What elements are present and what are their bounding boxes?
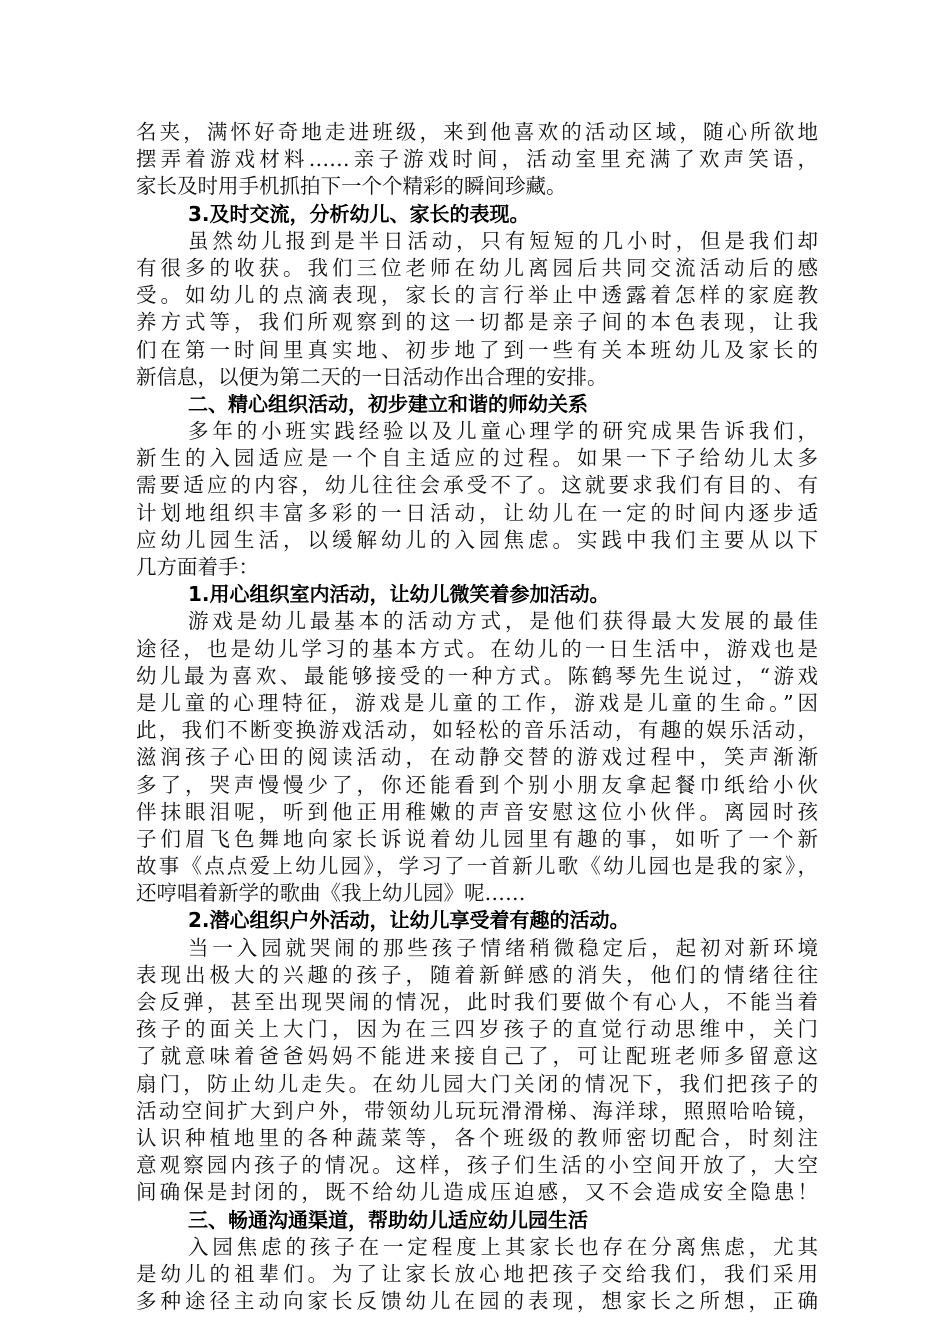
body-text-line: 名夹，满怀好奇地走进班级，来到他喜欢的活动区域，随心所欲地	[136, 120, 818, 144]
body-text-line: 受。如幼儿的点滴表现，家长的言行举止中透露着怎样的家庭教	[136, 283, 818, 308]
body-text-line: 孩子的面关上大门，因为在三四岁孩子的直觉行动思维中，关门	[136, 1017, 818, 1042]
paragraph-first-line: 虽然幼儿报到是半日活动，只有短短的几小时，但是我们却	[188, 228, 818, 253]
body-text-line: 此，我们不断变换游戏活动，如轻松的音乐活动，有趣的娱乐活动，	[136, 718, 818, 743]
body-text-line: 了就意味着爸爸妈妈不能进来接自己了，可让配班老师多留意这	[136, 1044, 818, 1069]
body-text-line: 表现出极大的兴趣的孩子，随着新鲜感的消失，他们的情绪往往	[136, 962, 818, 987]
document-body	[136, 119, 818, 1315]
body-text-line: 间确保是封闭的，既不给幼儿造成压迫感，又不会造成安全隐患！	[136, 1180, 818, 1205]
body-text-line: 应幼儿园生活，以缓解幼儿的入园焦虑。实践中我们主要从以下	[136, 527, 818, 552]
body-text-line: 会反弹，甚至出现哭闹的情况，此时我们要做个有心人，不能当着	[136, 990, 818, 1014]
paragraph-first-line: 多年的小班实践经验以及儿童心理学的研究成果告诉我们，	[188, 419, 818, 444]
paragraph-first-line: 游戏是幼儿最基本的活动方式，是他们获得最大发展的最佳	[188, 609, 818, 634]
body-text-line: 意观察园内孩子的情况。这样，孩子们生活的小空间开放了，大空	[136, 1153, 818, 1178]
body-text-line: 们在第一时间里真实地、初步地了到一些有关本班幼儿及家长的	[136, 337, 818, 362]
body-text-line: 是儿童的心理特征，游戏是儿童的工作，游戏是儿童的生命。”因	[136, 690, 818, 715]
section-heading: 二、精心组织活动，初步建立和谐的师幼关系	[188, 391, 588, 416]
body-text-line: 子们眉飞色舞地向家长诉说着幼儿园里有趣的事，如听了一个新	[136, 826, 818, 851]
body-text-line: 滋润孩子心田的阅读活动，在动静交替的游戏过程中，笑声渐渐	[136, 745, 818, 770]
body-text-line: 摆弄着游戏材料……亲子游戏时间，活动室里充满了欢声笑语，	[136, 147, 818, 172]
body-text-line: 需要适应的内容，幼儿往往会承受不了。这就要求我们有目的、有	[136, 473, 818, 498]
body-text-line: 认识种植地里的各种蔬菜等，各个班级的教师密切配合，时刻注	[136, 1125, 818, 1150]
paragraph-last-line: 还哼唱着新学的歌曲《我上幼儿园》呢……	[136, 881, 526, 906]
paragraph-last-line: 新信息，以便为第二天的一日活动作出合理的安排。	[136, 364, 608, 389]
paragraph-first-line: 入园焦虑的孩子在一定程度上其家长也存在分离焦虑，尤其	[188, 1234, 818, 1259]
body-text-line: 扇门，防止幼儿走失。在幼儿园大门关闭的情况下，我们把孩子的	[136, 1071, 818, 1096]
section-heading: 3.及时交流，分析幼儿、家长的表现。	[188, 201, 530, 226]
body-text-line: 养方式等，我们所观察到的这一切都是亲子间的本色表现，让我	[136, 310, 818, 335]
paragraph-last-line: 几方面着手：	[136, 555, 259, 579]
section-heading: 三、畅通沟通渠道，帮助幼儿适应幼儿园生活	[188, 1207, 588, 1232]
body-text-line: 是幼儿的祖辈们。为了让家长放心地把孩子交给我们，我们采用	[136, 1261, 818, 1286]
paragraph-first-line: 当一入园就哭闹的那些孩子情绪稍微稳定后，起初对新环境	[188, 935, 818, 960]
body-text-line: 有很多的收获。我们三位老师在幼儿离园后共同交流活动后的感	[136, 255, 818, 280]
body-text-line: 活动空间扩大到户外，带领幼儿玩玩滑滑梯、海洋球，照照哈哈镜，	[136, 1098, 818, 1123]
section-heading: 1.用心组织室内活动，让幼儿微笑着参加活动。	[188, 582, 610, 607]
section-heading: 2.潜心组织户外活动，让幼儿享受着有趣的活动。	[188, 908, 630, 933]
body-text-line: 多种途径主动向家长反馈幼儿在园的表现，想家长之所想，正确	[136, 1289, 818, 1314]
body-text-line: 新生的入园适应是一个自主适应的过程。如果一下子给幼儿太多	[136, 446, 818, 471]
body-text-line: 故事《点点爱上幼儿园》，学习了一首新儿歌《幼儿园也是我的家》，	[136, 854, 818, 879]
body-text-line: 伴抹眼泪呢，听到他正用稚嫩的声音安慰这位小伙伴。离园时孩	[136, 799, 818, 824]
paragraph-last-line: 家长及时用手机抓拍下一个个精彩的瞬间珍藏。	[136, 174, 567, 199]
body-text-line: 途径，也是幼儿学习的基本方式。在幼儿的一日生活中，游戏也是	[136, 636, 818, 661]
body-text-line: 幼儿最为喜欢、最能够接受的一种方式。陈鹤琴先生说过，“游戏	[136, 663, 818, 688]
body-text-line: 计划地组织丰富多彩的一日活动，让幼儿在一定的时间内逐步适	[136, 500, 818, 525]
body-text-line: 多了，哭声慢慢少了，你还能看到个别小朋友拿起餐巾纸给小伙	[136, 772, 818, 797]
